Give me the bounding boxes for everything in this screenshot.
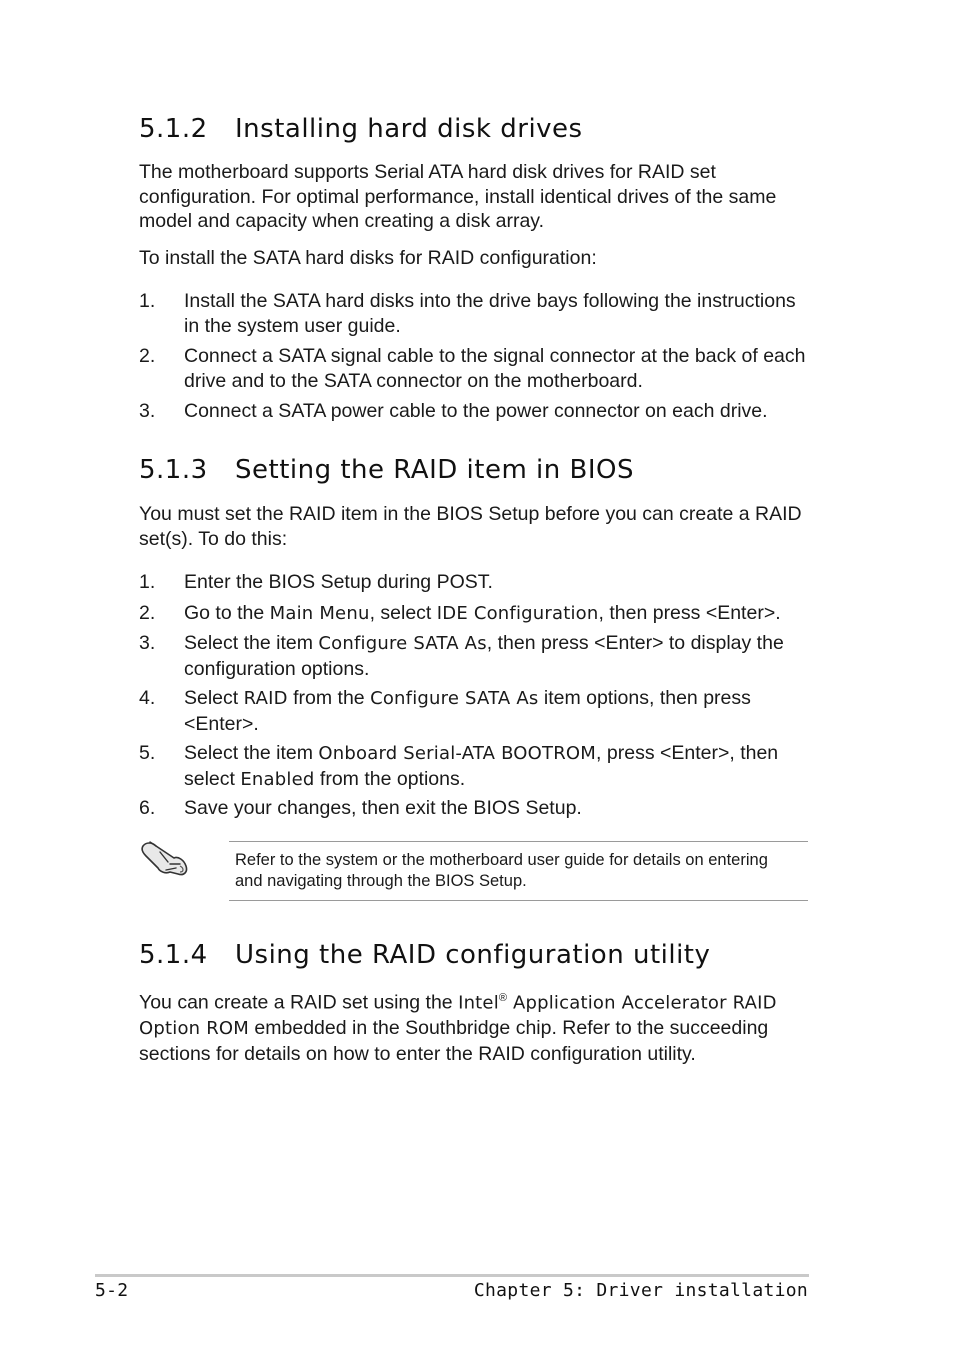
section-number: 5.1.4 [139,940,208,970]
heading-5-1-4 [139,940,710,970]
section-title: Installing hard disk drives [235,114,583,144]
list-text: Save your changes, then exit the BIOS Setup. [184,797,582,819]
list-number: 4. [139,687,156,709]
paragraph: You must set the RAID item in the BIOS Setup before you can create a RAID set(s). To do this: [139,503,802,550]
page-number: 5-2 [95,1280,129,1301]
list-item [139,344,809,393]
bios-item-name: Configure SATA As [370,688,539,709]
chapter-title: Chapter 5: Driver installation [473,1280,808,1301]
paragraph: To install the SATA hard disks for RAID configuration: [139,247,597,269]
list-number: 6. [139,797,156,819]
registered-mark: ® [498,992,508,1004]
paragraph: The motherboard supports Serial ATA hard disk drives for RAID set configuration. For optimal performance, install identical drives of the same model and capacity when creating a disk array. [139,161,777,232]
list-text: Connect a SATA power cable to the power connector on each drive. [184,400,768,422]
list-number: 1. [139,571,156,593]
section-title: Using the RAID configuration utility [235,940,711,970]
section-number: 5.1.3 [139,455,208,485]
paragraph: You can create a RAID set using the Intel® Application Accelerator RAID Option ROM embedded in the Southbridge chip. Refer to the succeeding sections for details on how to enter the RAID configuration utility. [139,991,777,1065]
note-box [229,841,808,901]
list-number: 2. [139,345,156,367]
bios-menu-name: Main Menu [269,603,370,624]
hand-pointing-icon [140,838,192,882]
list-number: 3. [139,400,156,422]
list-item [139,570,809,595]
list-number: 3. [139,632,156,654]
section-title: Setting the RAID item in BIOS [235,455,634,485]
list-item [139,741,809,792]
heading-5-1-2 [139,114,583,144]
list-text: Select RAID from the Configure SATA As item options, then press <Enter>. [184,687,751,735]
list-text: Select the item Configure SATA As, then press <Enter> to display the configuration options. [184,632,784,680]
bios-item-name: Configure SATA As [318,633,487,654]
list-number: 2. [139,602,156,624]
list-item [139,601,809,627]
list-text: Connect a SATA signal cable to the signal connector at the back of each drive and to the SATA connector on the motherboard. [184,345,806,392]
product-name: Application Accelerator RAID Option ROM [139,992,777,1039]
list-text: Install the SATA hard disks into the drive bays following the instructions in the system user guide. [184,290,796,337]
list-item [139,631,809,681]
list-text: Select the item Onboard Serial-ATA BOOTROM, press <Enter>, then select Enabled from the options. [184,742,779,790]
bios-option-name: Enabled [240,768,315,790]
list-text: Enter the BIOS Setup during POST. [184,571,493,593]
product-name: Intel [458,992,499,1014]
list-item [139,289,809,338]
heading-5-1-3 [139,455,634,485]
bios-item-name: Onboard Serial-ATA BOOTROM [318,743,597,764]
footer-rule [95,1274,809,1277]
list-item [139,686,809,736]
list-text: Go to the Main Menu, select IDE Configuration, then press <Enter>. [184,602,781,624]
list-number: 5. [139,742,156,764]
list-item [139,399,809,424]
note-text: Refer to the system or the motherboard user guide for details on entering and navigating through the BIOS Setup. [235,851,768,890]
bios-menu-name: IDE Configuration [436,603,599,624]
bios-option-name: RAID [243,688,288,709]
list-item [139,796,809,821]
list-number: 1. [139,290,156,312]
section-number: 5.1.2 [139,114,208,144]
